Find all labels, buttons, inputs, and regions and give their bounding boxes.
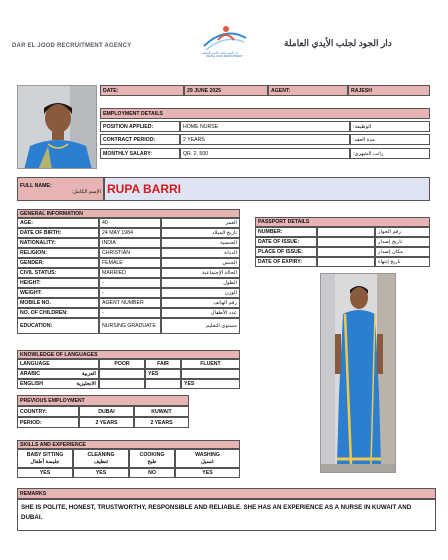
general-value: 24 MAY 1984 bbox=[99, 228, 161, 238]
general-row bbox=[17, 258, 240, 268]
general-value: - bbox=[99, 288, 161, 298]
previous-country-value: DUBAI bbox=[79, 406, 134, 417]
language-name-en: ARABIC bbox=[20, 371, 41, 377]
language-name bbox=[17, 379, 99, 389]
general-label: EDUCATION: bbox=[17, 318, 99, 334]
full-name-label: FULL NAME: bbox=[20, 183, 52, 189]
general-label: RELIGION: bbox=[17, 248, 99, 258]
general-value: - bbox=[99, 278, 161, 288]
language-poor bbox=[99, 379, 145, 389]
language-name bbox=[17, 369, 99, 379]
remarks-text: SHE IS POLITE, HONEST, TRUSTWORTHY, RESPONSIBLE AND RELIABLE. SHE HAS AN EXPERIENCE AS A NURSE IN KUWAIT AND DUBAI. bbox=[17, 499, 436, 531]
skill-name-en: COOKING bbox=[139, 451, 165, 458]
general-label-ar: الوزن bbox=[161, 288, 240, 298]
general-row bbox=[17, 288, 240, 298]
general-label-ar: الحالة الإجتماعية bbox=[161, 268, 240, 278]
passport-value bbox=[317, 227, 375, 237]
skill-name-ar: غسيل bbox=[201, 458, 214, 465]
previous-country-row bbox=[17, 406, 189, 417]
languages-title: KNOWLEDGE OF LANGUAGES bbox=[17, 350, 240, 359]
remarks-title: REMARKS bbox=[17, 488, 436, 499]
passport-row bbox=[255, 227, 430, 237]
general-value: NURSING GRADUATE bbox=[99, 318, 161, 334]
skill-value: YES bbox=[73, 468, 129, 478]
previous-period-label: PERIOD: bbox=[17, 417, 79, 428]
language-name-ar: الانجليزية bbox=[76, 381, 96, 387]
language-fair bbox=[145, 379, 181, 389]
passport-row bbox=[255, 237, 430, 247]
previous-period-row bbox=[17, 417, 189, 428]
logo-caption-ar: دار الجود لجلب الأيدي العاملة bbox=[202, 51, 238, 55]
passport-label-ar: تاريخ إنتهاء bbox=[375, 257, 430, 267]
general-label-ar: رقم الهاتف bbox=[161, 298, 240, 308]
previous-country-label: COUNTRY: bbox=[17, 406, 79, 417]
passport-title: PASSPORT DETAILS bbox=[255, 217, 430, 227]
language-fluent: YES bbox=[181, 379, 240, 389]
general-label: DATE OF BIRTH: bbox=[17, 228, 99, 238]
full-name-label-ar: الإسم الكامل: bbox=[71, 189, 101, 195]
skill-value: YES bbox=[17, 468, 73, 478]
skill-name-en: WASHING bbox=[195, 451, 220, 458]
previous-title: PREVIOUS EMPLOYMENT bbox=[17, 395, 189, 406]
previous-country-value: KUWAIT bbox=[134, 406, 189, 417]
skill-value: NO bbox=[129, 468, 175, 478]
contract-label-ar: مدة العقد: bbox=[350, 134, 430, 145]
position-label: POSITION APPLIED: bbox=[100, 121, 180, 132]
general-value: FEMALE bbox=[99, 258, 161, 268]
position-label-ar: الوظيفة: bbox=[350, 121, 430, 132]
passport-value bbox=[317, 247, 375, 257]
skill-name-en: CLEANING bbox=[87, 451, 115, 458]
general-value: 40 bbox=[99, 218, 161, 228]
passport-label: DATE OF EXPIRY: bbox=[255, 257, 317, 267]
general-label: NATIONALITY: bbox=[17, 238, 99, 248]
contract-value: 2 YEARS bbox=[180, 134, 350, 145]
portrait-photo bbox=[17, 85, 97, 169]
general-label: MOBILE NO. bbox=[17, 298, 99, 308]
salary-label: MONTHLY SALARY: bbox=[100, 148, 180, 159]
salary-value: QR. 2, 500 bbox=[180, 148, 350, 159]
language-name-ar: العربية bbox=[81, 371, 96, 377]
general-row bbox=[17, 308, 240, 318]
skills-value-row bbox=[17, 468, 240, 478]
languages-header-row bbox=[17, 359, 240, 369]
full-name-value: RUPA BARRI bbox=[104, 177, 430, 201]
general-label: WEIGHT: bbox=[17, 288, 99, 298]
date-value: 29 JUNE 2025 bbox=[184, 85, 268, 96]
passport-label: PLACE OF ISSUE: bbox=[255, 247, 317, 257]
languages-column-header: FAIR bbox=[145, 359, 181, 369]
passport-row bbox=[255, 257, 430, 267]
employment-title: EMPLOYMENT DETAILS bbox=[100, 108, 430, 119]
general-row bbox=[17, 248, 240, 258]
general-label-ar: تاريخ الميلاد bbox=[161, 228, 240, 238]
agency-name-en: DAR EL JOOD RECRUITMENT AGENCY bbox=[12, 43, 132, 49]
general-value: - bbox=[99, 308, 161, 318]
general-row bbox=[17, 298, 240, 308]
agent-label: AGENT: bbox=[268, 85, 348, 96]
skill-value: YES bbox=[175, 468, 240, 478]
general-row bbox=[17, 228, 240, 238]
general-value: INDIA bbox=[99, 238, 161, 248]
passport-label-ar: رقم الجواز bbox=[375, 227, 430, 237]
general-label: HEIGHT: bbox=[17, 278, 99, 288]
language-fair: YES bbox=[145, 369, 181, 379]
language-fluent bbox=[181, 369, 240, 379]
general-label: NO. OF CHILDREN: bbox=[17, 308, 99, 318]
previous-table bbox=[17, 406, 189, 428]
general-row bbox=[17, 278, 240, 288]
skill-name-ar: تنظيف bbox=[93, 458, 109, 465]
general-table bbox=[17, 218, 240, 334]
general-label-ar: الجنس bbox=[161, 258, 240, 268]
full-name-label-box bbox=[17, 177, 104, 201]
languages-row bbox=[17, 379, 240, 389]
languages-column-header: POOR bbox=[99, 359, 145, 369]
general-row bbox=[17, 318, 240, 334]
language-name-en: ENGLISH bbox=[20, 381, 44, 387]
passport-label-ar: مكان إصدار bbox=[375, 247, 430, 257]
previous-period-value: 2 YEARS bbox=[134, 417, 189, 428]
general-label-ar: عدد الأطفال bbox=[161, 308, 240, 318]
general-label-ar: العمر bbox=[161, 218, 240, 228]
general-label: GENDER: bbox=[17, 258, 99, 268]
passport-label: NUMBER: bbox=[255, 227, 317, 237]
general-value: CHRISTIAN bbox=[99, 248, 161, 258]
general-label: CIVIL STATUS: bbox=[17, 268, 99, 278]
general-label-ar: مستوى التعليم bbox=[161, 318, 240, 334]
skill-name-ar: طبخ bbox=[147, 458, 157, 465]
skill-header bbox=[73, 449, 129, 468]
general-value: MARRIED bbox=[99, 268, 161, 278]
passport-label-ar: تاريخ إصدار bbox=[375, 237, 430, 247]
languages-table bbox=[17, 359, 240, 389]
general-label-ar: الديانة bbox=[161, 248, 240, 258]
skill-header bbox=[129, 449, 175, 468]
general-row bbox=[17, 238, 240, 248]
salary-label-ar: راتب الشهري: bbox=[350, 148, 430, 159]
full-body-photo bbox=[320, 273, 396, 473]
position-value: HOME NURSE bbox=[180, 121, 350, 132]
general-title: GENERAL INFORMATION bbox=[17, 209, 240, 218]
date-label: DATE: bbox=[100, 85, 184, 96]
skills-table bbox=[17, 449, 240, 478]
general-label-ar: الطول bbox=[161, 278, 240, 288]
passport-row bbox=[255, 247, 430, 257]
languages-column-header: LANGUAGE bbox=[17, 359, 99, 369]
passport-value bbox=[317, 237, 375, 247]
agency-name-ar: دار الجود لجلب الأيدي العاملة bbox=[284, 38, 392, 48]
languages-row bbox=[17, 369, 240, 379]
contract-label: CONTRACT PERIOD: bbox=[100, 134, 180, 145]
language-poor bbox=[99, 369, 145, 379]
skill-name-en: BABY SITTING bbox=[26, 451, 64, 458]
passport-table bbox=[255, 227, 430, 267]
general-value: AGENT NUMBER bbox=[99, 298, 161, 308]
agent-value: RAJESH bbox=[348, 85, 430, 96]
skills-header-row bbox=[17, 449, 240, 468]
logo-caption-en: DAR EL JOOD RECRUITMENT bbox=[206, 55, 243, 58]
general-label-ar: الجنسية bbox=[161, 238, 240, 248]
languages-column-header: FLUENT bbox=[181, 359, 240, 369]
passport-label: DATE OF ISSUE: bbox=[255, 237, 317, 247]
skill-header bbox=[17, 449, 73, 468]
general-row bbox=[17, 218, 240, 228]
previous-period-value: 2 YEARS bbox=[79, 417, 134, 428]
passport-value bbox=[317, 257, 375, 267]
skill-header bbox=[175, 449, 240, 468]
skill-name-ar: جليسة أطفال bbox=[30, 458, 60, 465]
agency-logo bbox=[200, 20, 250, 60]
skills-title: SKILLS AND EXPERIENCE bbox=[17, 440, 240, 449]
general-row bbox=[17, 268, 240, 278]
general-label: AGE: bbox=[17, 218, 99, 228]
